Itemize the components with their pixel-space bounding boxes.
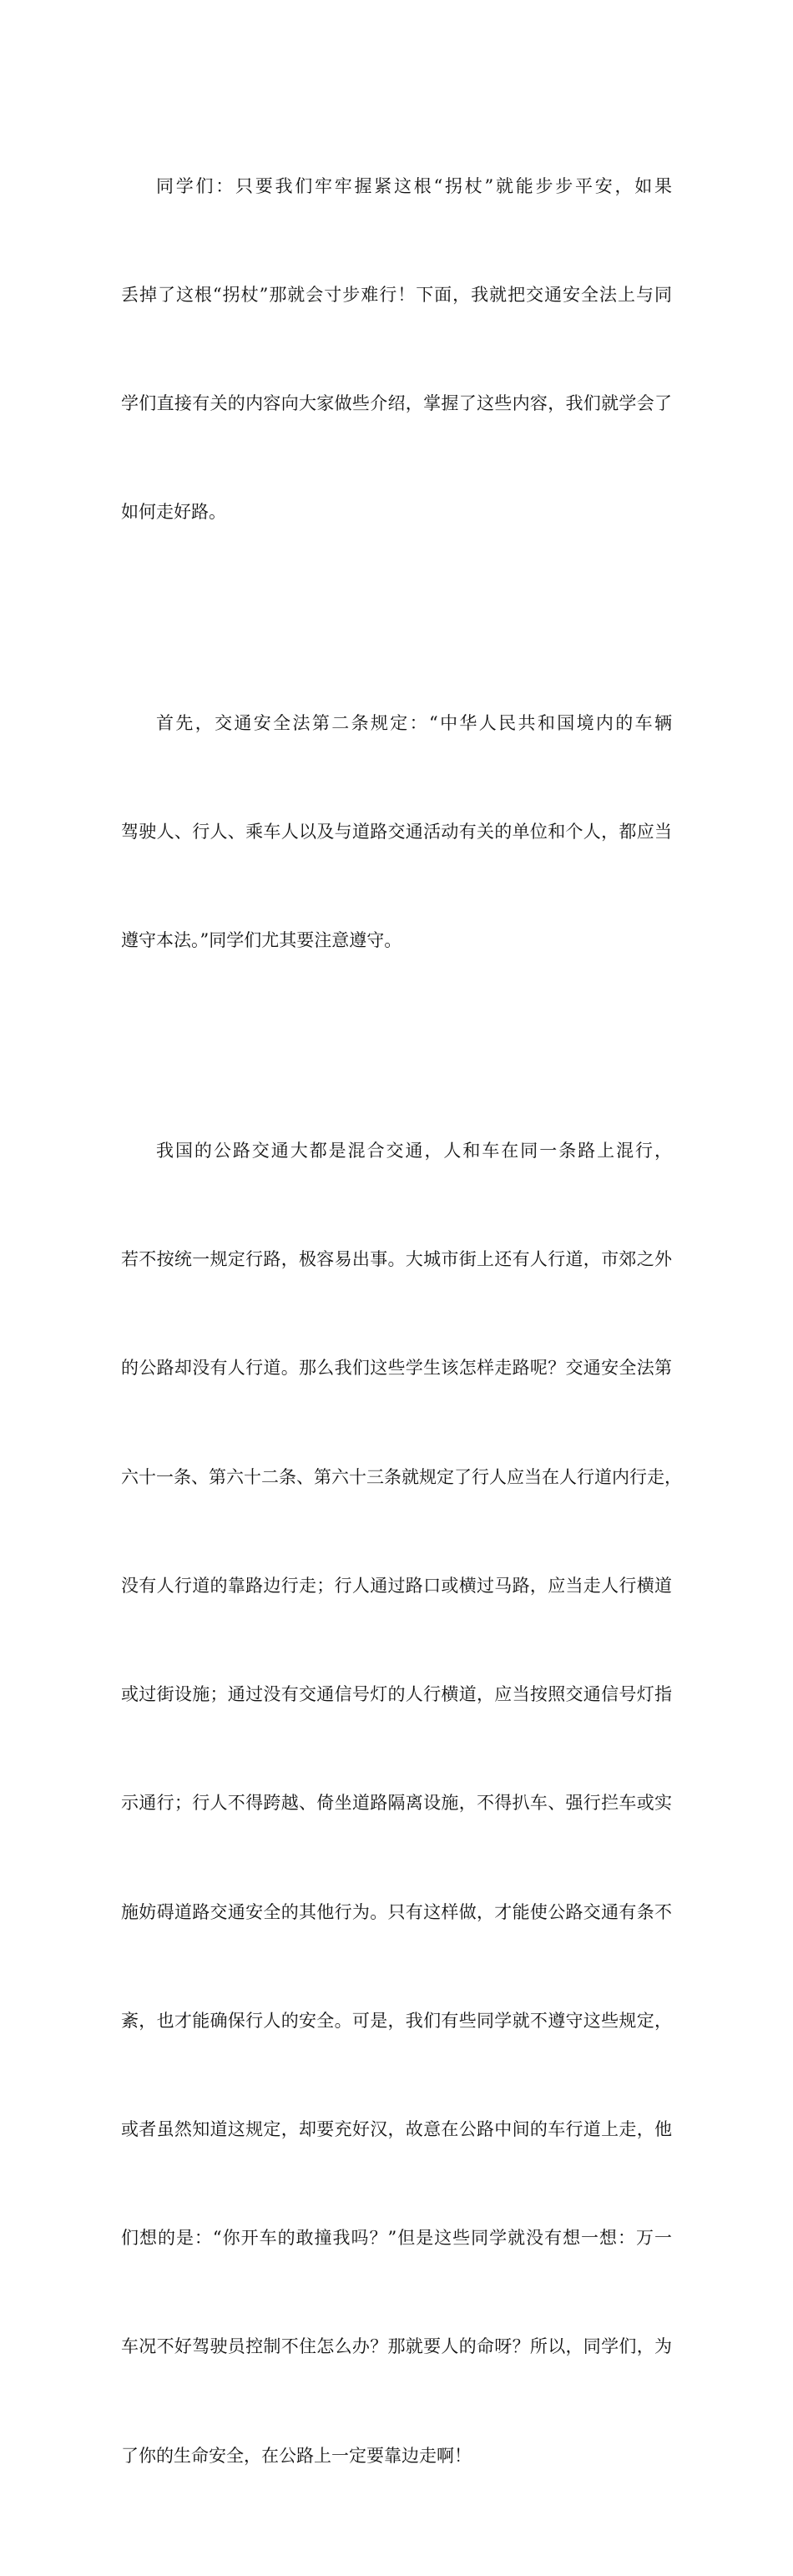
text-line: 没有人行道的靠路边行走；行人通过路口或横过马路，应当走人行横道	[121, 1575, 672, 1596]
text-line: 我国的公路交通大都是混合交通，人和车在同一条路上混行，	[156, 1140, 672, 1161]
text-line: 施妨碍道路交通安全的其他行为。只有这样做，才能使公路交通有条不	[121, 1901, 672, 1922]
paragraph-1	[121, 96, 672, 604]
text-line: 若不按统一规定行路，极容易出事。大城市街上还有人行道，市郊之外	[121, 1249, 672, 1270]
text-line: 们想的是：“你开车的敢撞我吗？”但是这些同学就没有想一想：万一	[121, 2228, 672, 2249]
text-line: 首先，交通安全法第二条规定：“中华人民共和国境内的车辆	[156, 712, 672, 733]
text-line: 了你的生命安全，在公路上一定要靠边走啊！	[121, 2445, 472, 2466]
paragraph-2	[121, 633, 672, 1031]
text-line: 同学们：只要我们牢牢握紧这根“拐杖”就能步步平安，如果	[156, 175, 672, 196]
document-body	[121, 96, 682, 2576]
text-line: 六十一条、第六十二条、第六十三条就规定了行人应当在人行道内行走，	[121, 1466, 682, 1487]
text-line: 或过街设施；通过没有交通信号灯的人行横道，应当按照交通信号灯指	[121, 1684, 672, 1705]
text-line: 示通行；行人不得跨越、倚坐道路隔离设施，不得扒车、强行拦车或实	[121, 1793, 672, 1814]
paragraph-3	[121, 1060, 682, 2547]
text-line: 丢掉了这根“拐杖”那就会寸步难行！下面，我就把交通安全法上与同	[121, 285, 672, 306]
text-line: 如何走好路。	[121, 502, 226, 523]
text-line: 的公路却没有人行道。那么我们这些学生该怎样走路呢？交通安全法第	[121, 1358, 672, 1379]
text-line: 紊，也才能确保行人的安全。可是，我们有些同学就不遵守这些规定，	[121, 2010, 672, 2031]
text-line: 车况不好驾驶员控制不住怎么办？那就要人的命呀？所以，同学们，为	[121, 2336, 672, 2357]
text-line: 驾驶人、行人、乘车人以及与道路交通活动有关的单位和个人，都应当	[121, 821, 672, 842]
text-line: 遵守本法。”同学们尤其要注意遵守。	[121, 929, 402, 950]
text-line: 学们直接有关的内容向大家做些介绍，掌握了这些内容，我们就学会了	[121, 393, 672, 414]
text-line: 或者虽然知道这规定，却要充好汉，故意在公路中间的车行道上走，他	[121, 2118, 672, 2139]
